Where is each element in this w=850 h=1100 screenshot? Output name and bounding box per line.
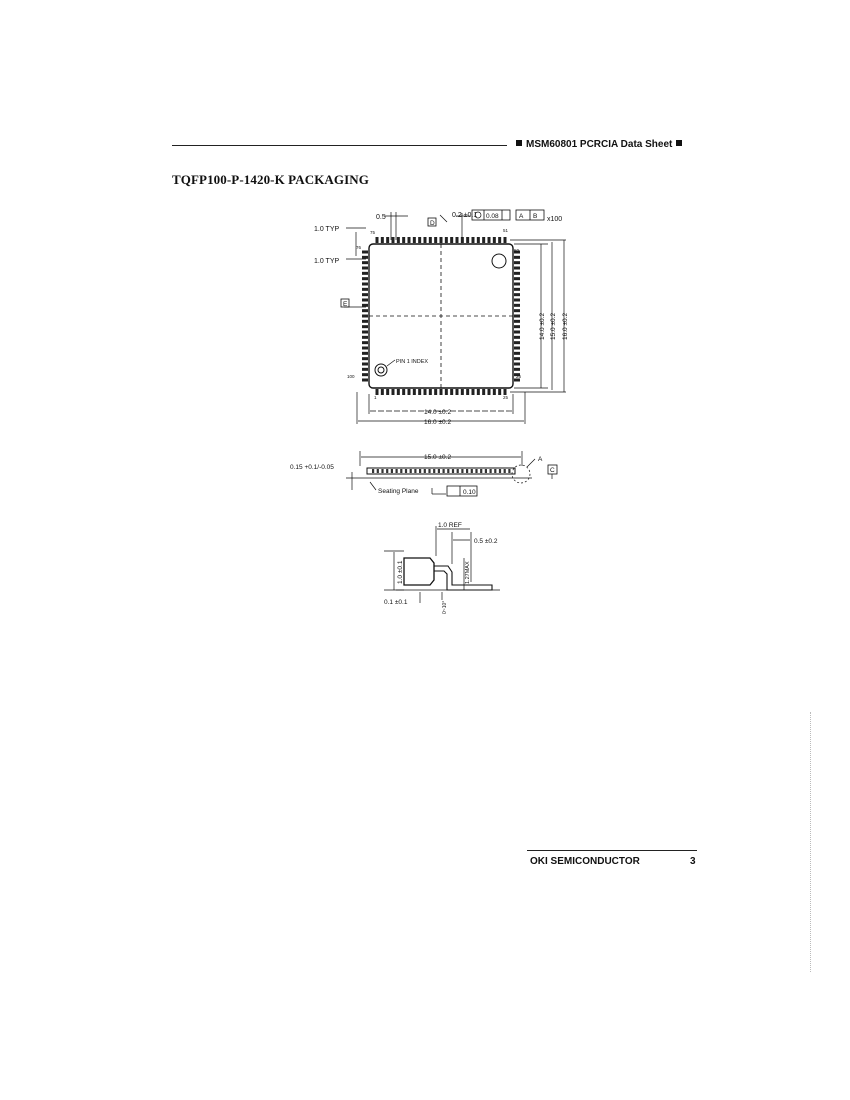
datum-c-label: C xyxy=(550,467,555,474)
standoff-label: 0.1 ±0.1 xyxy=(384,599,408,606)
side-lead xyxy=(457,469,459,473)
lead xyxy=(376,237,379,243)
datum-e-label: E xyxy=(343,301,348,308)
lead xyxy=(514,293,520,296)
datum-a-label: A xyxy=(519,213,524,220)
lead xyxy=(445,389,448,395)
lead xyxy=(434,237,437,243)
lead-width-label: 0.2 ±0.1 xyxy=(452,212,478,219)
lead xyxy=(461,389,464,395)
lead xyxy=(362,299,368,302)
lead xyxy=(362,357,368,360)
lead xyxy=(402,389,405,395)
lead xyxy=(450,389,453,395)
lead xyxy=(514,283,520,286)
lead xyxy=(362,352,368,355)
side-lead xyxy=(471,469,473,473)
lead xyxy=(498,389,501,395)
lead xyxy=(362,288,368,291)
lead xyxy=(514,267,520,270)
lead xyxy=(514,299,520,302)
page-number: 3 xyxy=(690,856,696,867)
lead xyxy=(450,237,453,243)
lead xyxy=(514,272,520,275)
body-height-label: 1.0 ±0.1 xyxy=(397,560,404,584)
lead xyxy=(514,357,520,360)
side-lead xyxy=(499,469,501,473)
lead xyxy=(418,389,421,395)
lead xyxy=(418,237,421,243)
lead xyxy=(362,347,368,350)
lead xyxy=(477,389,480,395)
lead xyxy=(362,251,368,254)
lead xyxy=(362,331,368,334)
dim-v-14-label: 14.0 ±0.2 xyxy=(539,312,546,340)
lead xyxy=(362,283,368,286)
side-lead xyxy=(414,469,416,473)
scan-artifact-line xyxy=(810,712,811,972)
lead xyxy=(514,352,520,355)
lead xyxy=(362,304,368,307)
lead xyxy=(362,256,368,259)
lead xyxy=(362,272,368,275)
lead xyxy=(362,341,368,344)
lead xyxy=(466,389,469,395)
lead xyxy=(362,309,368,312)
side-lead xyxy=(508,469,510,473)
lead xyxy=(514,336,520,339)
angle-label: 0~10° xyxy=(442,600,448,614)
detail-ref-label: A xyxy=(538,456,543,463)
lead xyxy=(408,389,411,395)
side-lead xyxy=(485,469,487,473)
lead xyxy=(456,389,459,395)
lead xyxy=(362,320,368,323)
header-text: MSM60801 PCRCIA Data Sheet xyxy=(526,139,673,150)
lead xyxy=(424,237,427,243)
lead xyxy=(386,389,389,395)
lead xyxy=(472,389,475,395)
side-lead xyxy=(475,469,477,473)
footer-company: OKI SEMICONDUCTOR xyxy=(530,856,640,867)
lead xyxy=(392,237,395,243)
lead xyxy=(362,363,368,366)
dim-v-15-label: 15.0 ±0.2 xyxy=(550,312,557,340)
side-lead xyxy=(391,469,393,473)
datum-d-label: D xyxy=(430,220,435,227)
side-lead xyxy=(461,469,463,473)
side-lead xyxy=(381,469,383,473)
side-lead xyxy=(410,469,412,473)
side-lead xyxy=(494,469,496,473)
lead xyxy=(392,389,395,395)
tolerance-label: 0.08 xyxy=(486,213,499,220)
side-lead xyxy=(377,469,379,473)
pin-25-label: 25 xyxy=(503,395,509,400)
page-title: TQFP100-P-1420-K PACKAGING xyxy=(172,172,369,187)
side-lead xyxy=(396,469,398,473)
lead xyxy=(514,277,520,280)
count-label: x100 xyxy=(547,216,563,223)
side-lead xyxy=(428,469,430,473)
thickness-label: 0.15 +0.1/-0.05 xyxy=(290,464,334,471)
side-lead xyxy=(372,469,374,473)
top-view xyxy=(341,210,566,424)
lead xyxy=(386,237,389,243)
lead xyxy=(514,309,520,312)
typ-label-2: 1.0 TYP xyxy=(314,258,340,265)
pin-26-label: 26 xyxy=(516,374,522,379)
lead xyxy=(429,389,432,395)
lead xyxy=(514,325,520,328)
lead xyxy=(362,315,368,318)
lead xyxy=(514,256,520,259)
side-lead xyxy=(419,469,421,473)
lead xyxy=(362,267,368,270)
foot-length-label: 0.5 ±0.2 xyxy=(474,538,498,545)
lead xyxy=(514,315,520,318)
lead xyxy=(429,237,432,243)
lead xyxy=(504,237,507,243)
lead xyxy=(445,237,448,243)
ref-label: 1.0 REF xyxy=(438,522,462,529)
side-view-labels xyxy=(290,454,555,496)
typ-label-1: 1.0 TYP xyxy=(314,226,340,233)
lead xyxy=(381,389,384,395)
lead xyxy=(424,389,427,395)
lead xyxy=(362,261,368,264)
lead xyxy=(440,237,443,243)
pin-76-label: 76 xyxy=(356,245,362,250)
lead xyxy=(514,304,520,307)
side-lead xyxy=(438,469,440,473)
pin-51-label: 51 xyxy=(503,228,509,233)
lead xyxy=(514,347,520,350)
lead xyxy=(413,389,416,395)
lead xyxy=(362,325,368,328)
lead xyxy=(514,288,520,291)
lead xyxy=(514,368,520,371)
lead xyxy=(498,237,501,243)
side-lead xyxy=(466,469,468,473)
side-lead xyxy=(490,469,492,473)
lead xyxy=(466,237,469,243)
dim-h-16-label: 16.0 ±0.2 xyxy=(424,419,452,426)
seating-plane-label: Seating Plane xyxy=(378,488,419,495)
lead xyxy=(514,363,520,366)
lead xyxy=(381,237,384,243)
side-lead xyxy=(452,469,454,473)
pitch-label: 0.5 xyxy=(376,214,386,221)
lead xyxy=(397,237,400,243)
dim-h-14-label: 14.0 ±0.2 xyxy=(424,409,452,416)
lead xyxy=(514,261,520,264)
pin-50-label: 50 xyxy=(514,248,520,253)
lead xyxy=(397,389,400,395)
dim-v-16-label: 16.0 ±0.2 xyxy=(562,312,569,340)
lead xyxy=(402,237,405,243)
lead xyxy=(440,389,443,395)
lead xyxy=(488,389,491,395)
side-lead xyxy=(504,469,506,473)
lead xyxy=(493,389,496,395)
pin-1-label: 1 xyxy=(374,395,377,400)
side-lead xyxy=(405,469,407,473)
side-lead xyxy=(386,469,388,473)
lead xyxy=(514,341,520,344)
lead xyxy=(408,237,411,243)
side-lead xyxy=(400,469,402,473)
side-lead xyxy=(424,469,426,473)
lead xyxy=(482,237,485,243)
side-lead xyxy=(447,469,449,473)
max-height-label: 1.27MAX xyxy=(465,561,471,584)
flatness-label: 0.10 xyxy=(463,489,476,496)
pin-index-label: PIN 1 INDEX xyxy=(396,359,429,365)
side-dim-label: 15.0 ±0.2 xyxy=(424,454,452,461)
lead xyxy=(434,389,437,395)
lead xyxy=(514,320,520,323)
lead xyxy=(472,237,475,243)
lead xyxy=(488,237,491,243)
lead xyxy=(362,293,368,296)
side-lead xyxy=(443,469,445,473)
detail-view-labels xyxy=(384,522,498,614)
lead xyxy=(456,237,459,243)
side-lead xyxy=(480,469,482,473)
datum-b-label: B xyxy=(533,213,538,220)
pin-100-label: 100 xyxy=(347,374,355,379)
lead xyxy=(362,373,368,376)
footer-rule xyxy=(527,850,697,851)
lead xyxy=(362,368,368,371)
lead xyxy=(493,237,496,243)
lead xyxy=(362,336,368,339)
lead xyxy=(514,331,520,334)
lead xyxy=(362,277,368,280)
pin-75-label: 75 xyxy=(370,230,376,235)
lead xyxy=(413,237,416,243)
side-lead xyxy=(433,469,435,473)
lead xyxy=(477,237,480,243)
lead xyxy=(482,389,485,395)
lead xyxy=(362,379,368,382)
